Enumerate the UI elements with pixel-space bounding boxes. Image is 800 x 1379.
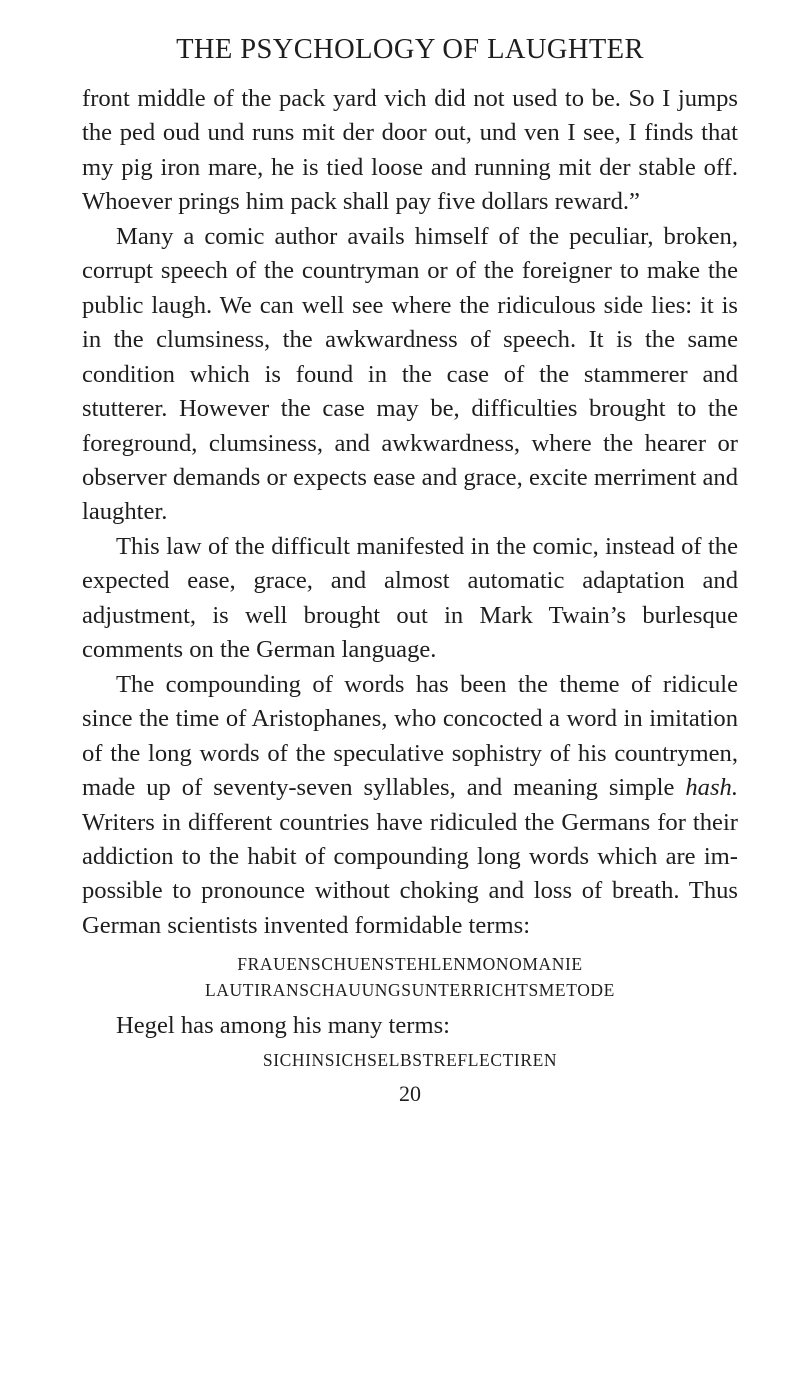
german-term-1: FRAUENSCHUENSTEHLENMONOMANIE bbox=[237, 954, 583, 975]
paragraph-3: This law of the difficult manifested in the comic, instead of the expected ease, grace, and almost automatic adaptation and adjustment, is well brought out in Mark Twain’s burlesque comments on the German language. bbox=[82, 532, 738, 664]
german-term-2: LAUTIRANSCHAUUNGSUNTERRICHTSMETODE bbox=[205, 980, 615, 1001]
body-text bbox=[82, 82, 738, 943]
german-terms-block bbox=[82, 951, 738, 1003]
paragraph-1: front middle of the pack yard vich did not used to be. So I jumps the ped oud und runs mit der door out, und ven I see, I finds that my pig iron mare, he is tied loose and running mit der stable off. Whoever prings him pack shall pay five dollars reward.” bbox=[82, 85, 738, 216]
hegel-term: SICHINSICHSELBSTREFLECTIREN bbox=[262, 1050, 558, 1071]
hegel-line: Hegel has among his many terms: bbox=[116, 1012, 450, 1040]
paragraph-4 bbox=[82, 668, 738, 944]
paragraph-4-part-1: The compounding of words has been the theme of ridicule since the time of Aristophanes, who concocted a word in imitation of the long words of the speculative sophistry of his countrymen, made up of seventy-seven syllables, and meaning simple bbox=[82, 670, 738, 802]
running-head: THE PSYCHOLOGY OF LAUGHTER bbox=[176, 34, 644, 65]
italic-word-hash: hash. bbox=[685, 774, 738, 802]
hegel-term-block bbox=[82, 1047, 738, 1073]
page-number: 20 bbox=[399, 1081, 421, 1107]
hegel-block bbox=[82, 1009, 738, 1043]
paragraph-4-part-2: Writers in different countries have ridiculed the Germans for their addiction to the habit of compounding long words which are impossible to pronounce without choking and loss of breath. Thus German scientists invented formidable terms: bbox=[82, 808, 738, 939]
paragraph-2: Many a comic author avails himself of the peculiar, broken, corrupt speech of the countryman or of the foreigner to make the public laugh. We can well see where the ridiculous side lies: it is in the clumsiness, the awkwardness of speech. It is the same condition which is found in the case of the stammerer and stutterer. However the case may be, difficulties brought to the foreground, clumsiness, and awkwardness, where the hearer or observer demands or expects ease and grace, excite merriment and laughter. bbox=[82, 222, 738, 526]
book-page bbox=[82, 32, 738, 1109]
